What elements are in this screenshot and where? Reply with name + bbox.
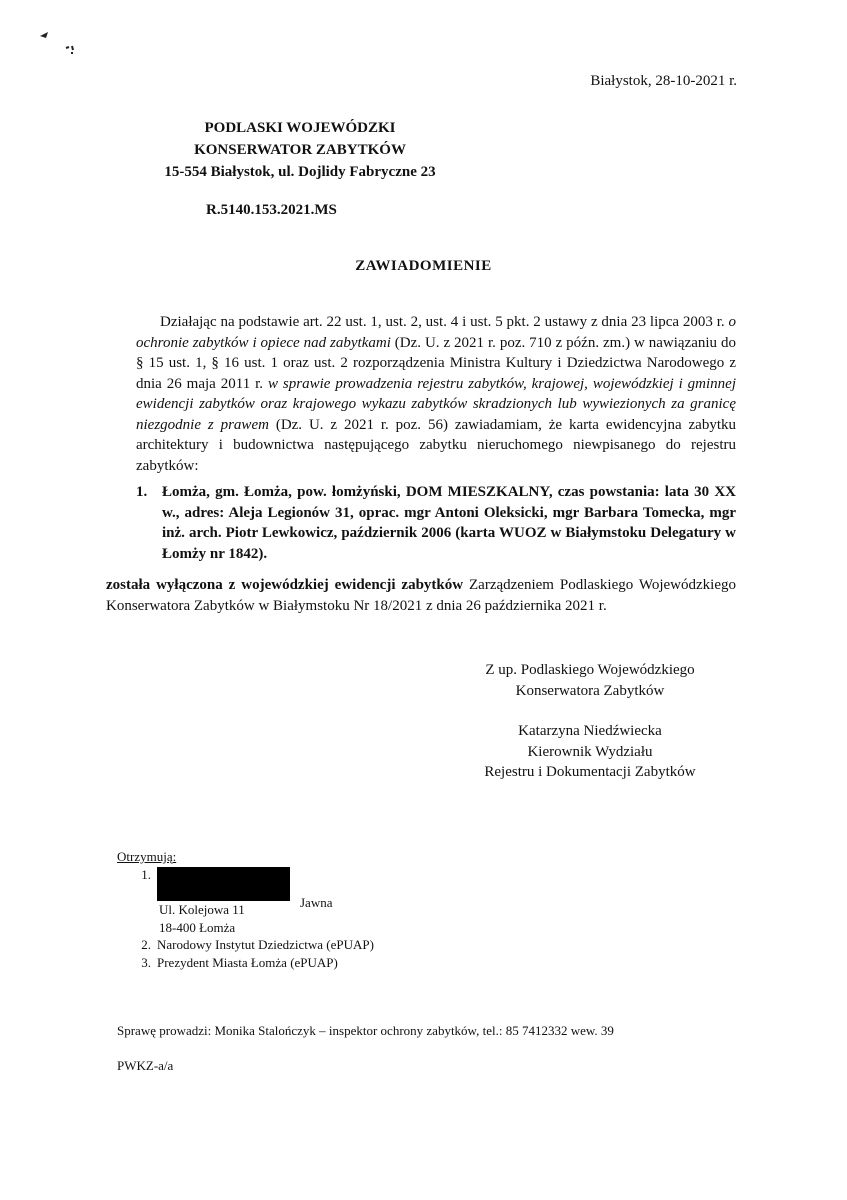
recipient-3 (117, 954, 374, 972)
conclusion-text: Zarządzeniem Podlaskiego Wojewódzkiego Konserwatora Zabytków w Białymstoku Nr 18/2021 z dnia 26 października 2021 r. (106, 577, 736, 614)
recipient-2 (117, 936, 374, 954)
redaction-block (157, 867, 290, 901)
recipient-1-name-suffix: Jawna (300, 894, 333, 910)
signature-authority-1: Z up. Podlaskiego Wojewódzkiego (485, 662, 695, 678)
recipient-number: 3. (141, 954, 151, 970)
sender-line-1: PODLASKI WOJEWÓDZKI (204, 120, 396, 136)
list-item-text: Łomża, gm. Łomża, pow. łomżyński, DOM MIESZKALNY, czas powstania: lata 30 XX w., adres: Aleja Legionów 31, oprac. mgr Antoni Oleksicki, mgr Barbara Tomecka, mgr inż. arch. Piotr Lewkowicz, październik 2006 (karta WUOZ w Białymstoku Delegatury w Łomży nr 1842). (162, 484, 736, 562)
act-title: o ochronie zabytków i opiece nad zabytkami (136, 314, 736, 351)
list-item-number: 1. (136, 484, 148, 500)
file-code: PWKZ-a/a (117, 1058, 174, 1073)
list-item (136, 482, 736, 564)
recipients-heading: Otrzymują: (117, 849, 177, 864)
case-reference: R.5140.153.2021.MS (206, 202, 337, 218)
body-text-e: (Dz. U. z 2021 r. poz. 56) zawiadamiam, że karta ewidencyjna zabytku architektury i budownictwa następującego zabytku nieruchomego niewpisanego do rejestru zabytków: (136, 416, 736, 474)
recipient-name: Narodowy Instytut Dziedzictwa (ePUAP) (157, 937, 374, 952)
recipient-name: Prezydent Miasta Łomża (ePUAP) (157, 954, 338, 970)
signatory-role-1: Kierownik Wydziału (527, 743, 653, 760)
case-handler-contact: Sprawę prowadzi: Monika Stalończyk – inspektor ochrony zabytków, tel.: 85 7412332 wew. 39 (117, 1023, 614, 1038)
signature-authority-2: Konserwatora Zabytków (515, 682, 665, 699)
conclusion-bold: została wyłączona z wojewódzkiej ewidencji zabytków (106, 577, 464, 593)
conclusion-paragraph (106, 575, 736, 616)
recipients-list-cont (117, 936, 374, 971)
recipient-1-street: Ul. Kolejowa 11 (159, 902, 245, 917)
scan-marks-icon (36, 26, 106, 66)
sender-block (0, 117, 600, 183)
recipient-number: 2. (141, 937, 151, 952)
document-date: Białystok, 28-10-2021 r. (590, 73, 737, 89)
regulation-title: w sprawie prowadzenia rejestru zabytków, krajowej, wojewódzkiej i gminnej ewidencji zabytków oraz krajowego wykazu zabytków skradzionych lub wywiezionych za granicę niezgodnie z prawem (136, 375, 736, 433)
notification-body (136, 312, 736, 476)
document-title: ZAWIADOMIENIE (355, 258, 492, 274)
recipient-number: 1. (141, 866, 151, 882)
signatory-role-2: Rejestru i Dokumentacji Zabytków (484, 764, 696, 780)
body-text-c: (Dz. U. z 2021 r. poz. 710 z późn. zm.) w nawiązaniu do § 15 ust. 1, § 16 ust. 1 oraz ust. 2 rozporządzenia Ministra Kultury i Dziedzictwa Narodowego z dnia 26 maja 2011 r. (136, 334, 736, 392)
sender-line-2: KONSERWATOR ZABYTKÓW (194, 142, 406, 158)
body-text-a: Działając na podstawie art. 22 ust. 1, ust. 2, ust. 4 i ust. 5 pkt. 2 ustawy z dnia 23 lipca 2003 r. (160, 314, 729, 330)
signatory-name: Katarzyna Niedźwiecka (518, 723, 662, 739)
monument-list (136, 482, 736, 564)
recipient-1-city: 18-400 Łomża (159, 919, 236, 935)
recipients-block (117, 848, 374, 971)
sender-address: 15-554 Białystok, ul. Dojlidy Fabryczne 23 (164, 164, 436, 180)
signature-block (420, 660, 760, 783)
